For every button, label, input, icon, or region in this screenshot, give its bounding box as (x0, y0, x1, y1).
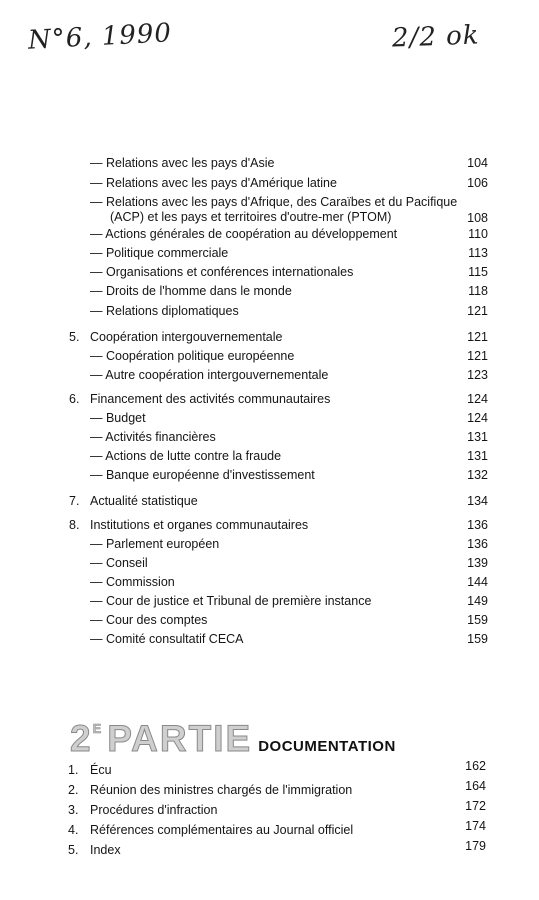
toc-section-number: 8. (69, 518, 80, 532)
doc-item-title: Références complémentaires au Journal officiel (90, 823, 354, 837)
toc-subsection-text: — Relations avec les pays d'Afrique, des Caraïbes et du Pacifique (ACP) et les pays et territoires d'outre-mer (PTOM) (90, 195, 458, 224)
toc-subsection-title: — Cour des comptes (90, 613, 208, 627)
doc-page-number: 162 (465, 759, 486, 773)
toc-section-number: 7. (69, 494, 80, 508)
toc-subsection-title: — Banque européenne d'investissement (90, 468, 315, 482)
toc-subsection-title: — Coopération politique européenne (90, 349, 295, 363)
toc-section-number: 5. (69, 330, 80, 344)
toc-page-number: 104 (467, 156, 488, 170)
doc-page-number: 172 (465, 799, 486, 813)
toc-section-title: Coopération intergouvernementale (90, 330, 283, 344)
toc-page-number: 110 (468, 227, 488, 241)
toc-subsection-title: — Actions générales de coopération au développement (90, 227, 398, 241)
toc-page-number: 144 (467, 575, 488, 589)
part-number: 2 (70, 718, 93, 759)
toc-page-number: 136 (467, 537, 488, 551)
doc-item-number: 2. (68, 783, 79, 797)
doc-item-title: Index (90, 843, 121, 857)
toc-subsection-title: — Commission (90, 575, 175, 589)
toc-page-number: 132 (467, 468, 488, 482)
doc-item-title: Écu (90, 763, 112, 777)
handwritten-issue-note: N°6, 1990 (27, 18, 173, 56)
toc-subsection-title: — Relations avec les pays d'Asie (90, 156, 275, 170)
toc-subsection-title: — Activités financières (90, 430, 216, 444)
toc-subsection-title: — Droits de l'homme dans le monde (90, 284, 292, 298)
part-subtitle: DOCUMENTATION (258, 738, 396, 755)
toc-page-number: 149 (467, 594, 488, 608)
toc-subsection-title: — Comité consultatif CECA (90, 632, 244, 646)
toc-page-number: 106 (467, 176, 488, 190)
toc-page-number: 121 (467, 349, 488, 363)
toc-subsection-title: — Cour de justice et Tribunal de première instance (90, 594, 372, 608)
toc-section-title: Financement des activités communautaires (90, 392, 331, 406)
toc-page-number: 139 (467, 556, 488, 570)
toc-page-number: 131 (467, 449, 488, 463)
handwritten-check-note: 2/2 ok (391, 20, 481, 54)
toc-page-number: 124 (467, 411, 488, 425)
toc-page-number: 136 (467, 518, 488, 532)
doc-page-number: 164 (465, 779, 486, 793)
doc-page-number: 179 (465, 839, 486, 853)
toc-page-number: 115 (468, 265, 488, 279)
part-2-heading (70, 718, 396, 760)
toc-subsection-title: — Politique commerciale (90, 246, 229, 260)
part-number-superscript: E (92, 721, 102, 736)
toc-section-title: Institutions et organes communautaires (90, 518, 309, 532)
toc-subsection-title: — Budget (90, 411, 146, 425)
toc-page-number: 123 (467, 368, 488, 382)
toc-subsection-title (90, 195, 460, 225)
doc-item-title: Procédures d'infraction (90, 803, 218, 817)
toc-page-number: 159 (467, 632, 488, 646)
toc-page-number: 124 (467, 392, 488, 406)
toc-subsection-title: — Relations diplomatiques (90, 304, 239, 318)
toc-page-number: 108 (467, 211, 488, 225)
toc-page-number: 131 (467, 430, 488, 444)
doc-item-number: 4. (68, 823, 79, 837)
doc-page-number: 174 (465, 819, 486, 833)
doc-item-number: 3. (68, 803, 79, 817)
part-word: PARTIE (107, 718, 253, 759)
toc-section-number: 6. (69, 392, 80, 406)
toc-page-number: 121 (467, 304, 488, 318)
toc-subsection-title: — Actions de lutte contre la fraude (90, 449, 282, 463)
toc-subsection-title: — Parlement européen (90, 537, 220, 551)
toc-page-number: 113 (468, 246, 488, 260)
toc-subsection-title: — Autre coopération intergouvernementale (90, 368, 329, 382)
toc-page-number: 121 (467, 330, 488, 344)
toc-page-number: 134 (467, 494, 488, 508)
toc-page-number: 159 (467, 613, 488, 627)
toc-page-number: 118 (468, 284, 488, 298)
doc-item-number: 5. (68, 843, 79, 857)
toc-subsection-title: — Conseil (90, 556, 148, 570)
doc-item-number: 1. (68, 763, 79, 777)
toc-subsection-title: — Organisations et conférences internationales (90, 265, 354, 279)
doc-item-title: Réunion des ministres chargés de l'immigration (90, 783, 353, 797)
toc-section-title: Actualité statistique (90, 494, 198, 508)
toc-subsection-title: — Relations avec les pays d'Amérique latine (90, 176, 337, 190)
